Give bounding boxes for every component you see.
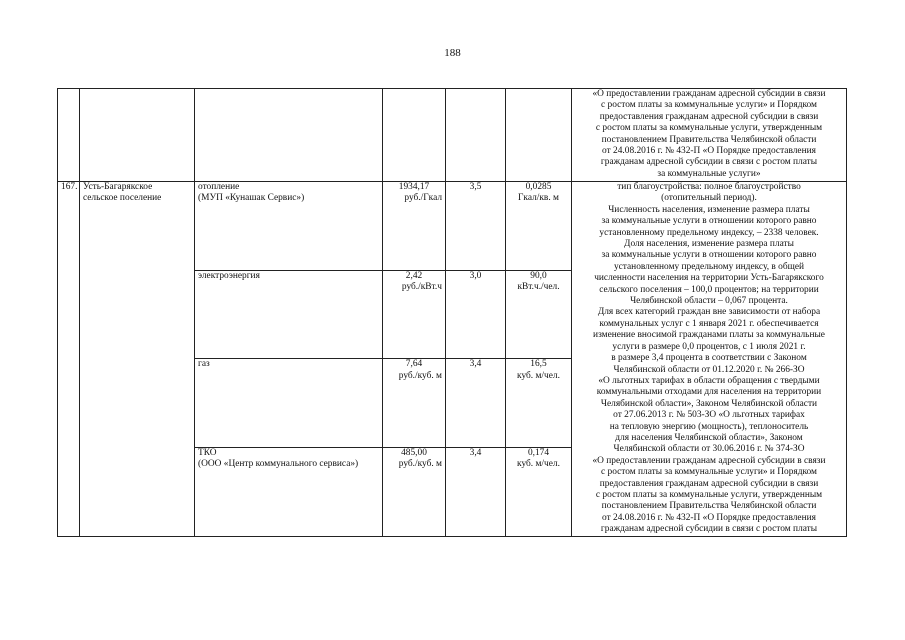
cell-empty <box>195 89 383 182</box>
norm-cell <box>506 359 572 448</box>
text-line: сельского поселения – 100,0 процентов; на территории <box>599 284 819 295</box>
tariff-unit: руб./Гкал <box>404 193 442 204</box>
text-line: «О предоставлении гражданам адресной субсидии в связи <box>592 455 826 466</box>
text-line: коммунальными отходами для населения на территории <box>596 387 822 398</box>
text-line: для населения Челябинской области», Законом <box>615 432 803 443</box>
text-line: Челябинской области», Законом Челябинской области <box>600 398 818 409</box>
text-line: численности населения на территории Усть-Багарякского <box>594 273 824 284</box>
settlement-line: Усть-Багарякское <box>83 182 153 192</box>
text-line: (отопительный период). <box>661 193 757 204</box>
text-line: за коммунальные услуги» <box>657 168 761 179</box>
tariff-unit: руб./куб. м <box>398 459 442 470</box>
text-line: на тепловую энергию (мощность), теплоноситель <box>609 421 809 432</box>
tariff-unit: руб./куб. м <box>398 370 442 381</box>
service-name: газ <box>198 359 210 370</box>
text-line: гражданам адресной субсидии в связи с ростом платы <box>600 157 818 168</box>
service-row-heating <box>58 182 847 271</box>
text-line: постановлением Правительства Челябинской области <box>601 501 817 512</box>
norm-cell <box>506 270 572 359</box>
norm-value: 16,5 <box>530 359 547 370</box>
service-provider: (ООО «Центр коммунального сервиса») <box>198 459 359 470</box>
detail-text <box>572 182 847 537</box>
settlement-line: сельское поселение <box>83 193 162 204</box>
text-line: гражданам адресной субсидии в связи с ростом платы <box>600 524 818 535</box>
service-provider: (МУП «Кунашак Сервис») <box>198 193 305 204</box>
text-line: от 24.08.2016 г. № 432-П «О Порядке предоставления <box>602 512 816 523</box>
text-line: Для всех категорий граждан вне зависимости от набора <box>597 307 821 318</box>
continuation-row <box>58 89 847 182</box>
tariff-value: 485,00 <box>401 447 427 458</box>
tariff-value: 7,64 <box>405 359 423 370</box>
cell-empty <box>58 89 80 182</box>
service-cell <box>195 270 383 359</box>
page-number: 188 <box>444 47 461 59</box>
text-line: изменение вносимой гражданами платы за коммунальные <box>593 330 825 341</box>
index-cell: 3,5 <box>446 182 506 271</box>
text-line: в размере 3,4 процента в соответствии с Законом <box>611 353 807 364</box>
row-number: 167. <box>58 182 80 537</box>
cell-empty <box>80 89 195 182</box>
service-name: электроэнергия <box>198 270 260 281</box>
tariff-value: 1934,17 <box>398 182 430 192</box>
text-line: услуги в размере 0,0 процентов, с 1 июля 2021 г. <box>612 341 806 352</box>
tariff-value: 2,42 <box>405 270 423 281</box>
tariff-cell <box>383 359 446 448</box>
service-name: отопление <box>198 182 240 192</box>
service-cell <box>195 359 383 448</box>
continuation-text <box>572 89 847 182</box>
cell-empty <box>446 89 506 182</box>
text-line: Численность населения, изменение размера платы <box>608 204 810 215</box>
norm-cell <box>506 182 572 271</box>
text-line: «О льготных тарифах в области обращения с твердыми <box>598 375 820 386</box>
norm-value: 0,0285 <box>525 182 552 192</box>
tariff-unit: руб./кВт.ч <box>401 282 442 293</box>
tariff-cell <box>383 447 446 536</box>
norm-unit: куб. м/чел. <box>517 370 560 381</box>
text-line: установленному предельному индексу, в общей <box>613 261 805 272</box>
text-line: за коммунальные услуги в отношении которого равно <box>601 216 817 227</box>
norm-cell <box>506 447 572 536</box>
norm-value: 0,174 <box>527 447 550 458</box>
tariff-cell <box>383 182 446 271</box>
text-line: с ростом платы за коммунальные услуги, утвержденным <box>595 489 823 500</box>
index-cell: 3,0 <box>446 270 506 359</box>
index-cell: 3,4 <box>446 359 506 448</box>
text-line: с ростом платы за коммунальные услуги» и Порядком <box>601 100 817 111</box>
text-line: за коммунальные услуги в отношении которого равно <box>601 250 817 261</box>
text-line: предоставления гражданам адресной субсидии в связи <box>599 478 819 489</box>
subsidy-table <box>57 88 847 537</box>
tariff-cell <box>383 270 446 359</box>
text-line: коммунальных услуг с 1 января 2021 г. обеспечивается <box>599 318 819 329</box>
text-line: от 27.06.2013 г. № 503-ЗО «О льготных тарифах <box>613 410 805 421</box>
text-line: предоставления гражданам адресной субсидии в связи <box>599 111 819 122</box>
cell-empty <box>506 89 572 182</box>
text-line: установленному предельному индексу, – 2338 человек. <box>599 227 819 238</box>
text-line: постановлением Правительства Челябинской области <box>601 134 817 145</box>
text-line: с ростом платы за коммунальные услуги» и Порядком <box>601 467 817 478</box>
text-line: «О предоставлении гражданам адресной субсидии в связи <box>592 89 826 99</box>
norm-value: 90,0 <box>530 270 547 281</box>
text-line: Челябинской области от 30.06.2016 г. № 374-ЗО <box>613 444 805 455</box>
service-name: ТКО <box>198 447 217 458</box>
text-line: от 24.08.2016 г. № 432-П «О Порядке предоставления <box>602 146 816 157</box>
text-line: Челябинской области от 01.12.2020 г. № 266-ЗО <box>613 364 805 375</box>
settlement-name <box>80 182 195 537</box>
service-cell <box>195 182 383 271</box>
cell-empty <box>383 89 446 182</box>
norm-unit: кВт.ч./чел. <box>517 282 560 293</box>
text-line: с ростом платы за коммунальные услуги, утвержденным <box>595 123 823 134</box>
index-cell: 3,4 <box>446 447 506 536</box>
norm-unit: Гкал/кв. м <box>518 193 559 204</box>
service-cell <box>195 447 383 536</box>
text-line: Челябинской области – 0,067 процента. <box>630 296 788 307</box>
text-line: тип благоустройства: полное благоустройство <box>617 182 801 192</box>
text-line: Доля населения, изменение размера платы <box>624 239 794 250</box>
norm-unit: куб. м/чел. <box>517 459 560 470</box>
